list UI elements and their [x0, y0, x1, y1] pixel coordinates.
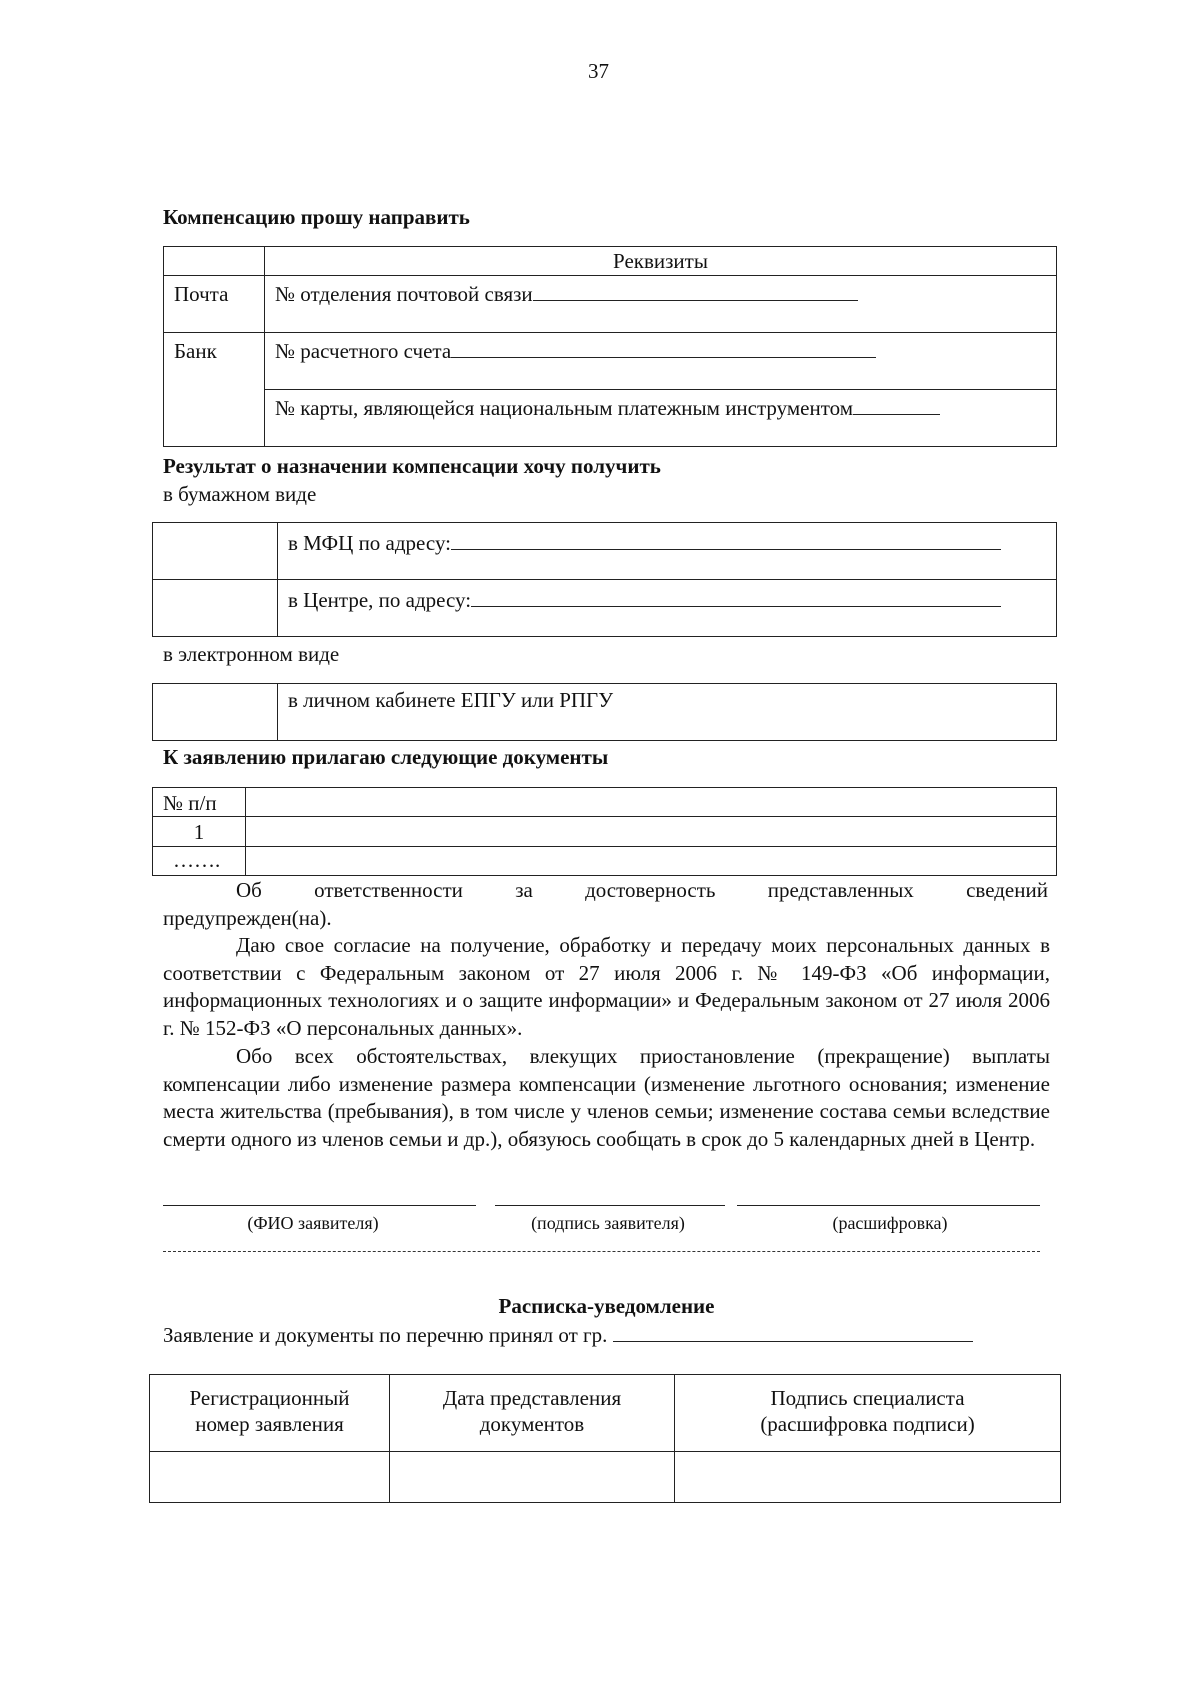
submission-date-header-line2: документов: [479, 1412, 585, 1437]
account-label: № расчетного счета: [275, 339, 452, 363]
post-label: Почта: [164, 276, 265, 333]
responsibility-line2: предупрежден(на).: [163, 906, 332, 930]
registration-number-cell[interactable]: [150, 1452, 390, 1503]
receipt-title: Расписка-уведомление: [498, 1294, 715, 1318]
doc-row-name[interactable]: [246, 817, 1057, 846]
requisites-table: [163, 246, 1057, 447]
responsibility-word: достоверность: [585, 878, 716, 902]
cabinet-field: в личном кабинете ЕПГУ или РПГУ: [278, 684, 1057, 741]
requisites-header: Реквизиты: [265, 247, 1057, 276]
receipt-accepted-label: Заявление и документы по перечню принял от гр.: [163, 1323, 608, 1347]
specialist-signature-cell[interactable]: [675, 1452, 1061, 1503]
responsibility-line1: [236, 877, 1048, 903]
center-checkbox-cell[interactable]: [153, 580, 278, 637]
post-office-label: № отделения почтовой связи: [275, 282, 533, 306]
responsibility-word: ответственности: [314, 878, 463, 902]
documents-heading: К заявлению прилагаю следующие документы: [163, 745, 609, 769]
post-office-field[interactable]: [265, 276, 1057, 333]
submission-date-header-line1: Дата представления: [442, 1386, 622, 1410]
mfc-address-label: в МФЦ по адресу:: [288, 531, 452, 555]
submission-date-cell[interactable]: [390, 1452, 675, 1503]
cabinet-checkbox-cell[interactable]: [153, 684, 278, 741]
paper-form-label: в бумажном виде: [163, 482, 317, 506]
card-label: № карты, являющейся национальным платежным инструментом: [275, 396, 854, 420]
cut-line-divider: [163, 1251, 1040, 1252]
obligation-paragraph: Обо всех обстоятельствах, влекущих приостановление (прекращение) выплаты компенсации либо изменение размера компенсации (изменение льготного основания; изменение места жительства (пребывания), в том числе у членов семьи; изменение состава семьи вследствие смерти одного из членов семьи и др.), обязуюсь сообщать в срок до 5 календарных дней в Центр.: [163, 1044, 1050, 1152]
card-field[interactable]: [265, 390, 1057, 447]
doc-name-header[interactable]: [246, 788, 1057, 817]
doc-row-number: …….: [153, 846, 246, 875]
consent-paragraph: Даю свое согласие на получение, обработку и передачу моих персональных данных в соответствии с Федеральным законом от 27 июля 2006 г. № 149-ФЗ «Об информации, информационных технологиях и о защите информации» и Федеральным законом от 27 июля 2006 г. № 152-ФЗ «О персональных данных».: [163, 933, 1050, 1041]
fio-signature-line[interactable]: [163, 1205, 476, 1206]
page-number: 37: [588, 59, 609, 83]
card-blank[interactable]: [853, 396, 940, 415]
applicant-name-blank[interactable]: [613, 1323, 973, 1342]
documents-table: [152, 787, 1057, 876]
requisites-corner-cell: [164, 247, 265, 276]
post-office-blank[interactable]: [533, 282, 858, 301]
specialist-signature-header: [675, 1375, 1061, 1452]
decoding-caption: (расшифровка): [832, 1213, 948, 1233]
responsibility-word: сведений: [966, 878, 1048, 902]
electronic-form-label: в электронном виде: [163, 642, 340, 666]
responsibility-word: представленных: [767, 878, 914, 902]
specialist-signature-header-line1: Подпись специалиста: [770, 1386, 965, 1410]
bank-label: Банк: [164, 333, 265, 447]
signature-caption: (подпись заявителя): [531, 1213, 685, 1233]
mfc-checkbox-cell[interactable]: [153, 523, 278, 580]
responsibility-word: за: [515, 878, 533, 902]
registration-number-header-line2: номер заявления: [195, 1412, 344, 1437]
mfc-address-field[interactable]: [278, 523, 1057, 580]
submission-date-header: [390, 1375, 675, 1452]
account-blank[interactable]: [451, 339, 876, 358]
account-field[interactable]: [265, 333, 1057, 390]
registration-number-header-line1: Регистрационный: [189, 1386, 350, 1410]
mfc-address-blank[interactable]: [451, 531, 1001, 550]
doc-row-name[interactable]: [246, 846, 1057, 875]
signature-line[interactable]: [495, 1205, 725, 1206]
registration-number-header: [150, 1375, 390, 1452]
receipt-table: [149, 1374, 1061, 1503]
fio-caption: (ФИО заявителя): [247, 1213, 379, 1233]
specialist-signature-header-line2: (расшифровка подписи): [760, 1412, 975, 1437]
receipt-accepted-text: [163, 1322, 973, 1348]
responsibility-word: Об: [236, 878, 262, 902]
decoding-signature-line[interactable]: [737, 1205, 1040, 1206]
doc-row-number: 1: [153, 817, 246, 846]
doc-number-header: № п/п: [153, 788, 246, 817]
result-heading: Результат о назначении компенсации хочу получить: [163, 454, 661, 478]
paper-result-table: [152, 522, 1057, 637]
center-address-label: в Центре, по адресу:: [288, 588, 472, 612]
electronic-result-table: [152, 683, 1057, 741]
center-address-field[interactable]: [278, 580, 1057, 637]
center-address-blank[interactable]: [471, 588, 1001, 607]
compensation-heading: Компенсацию прошу направить: [163, 205, 470, 229]
